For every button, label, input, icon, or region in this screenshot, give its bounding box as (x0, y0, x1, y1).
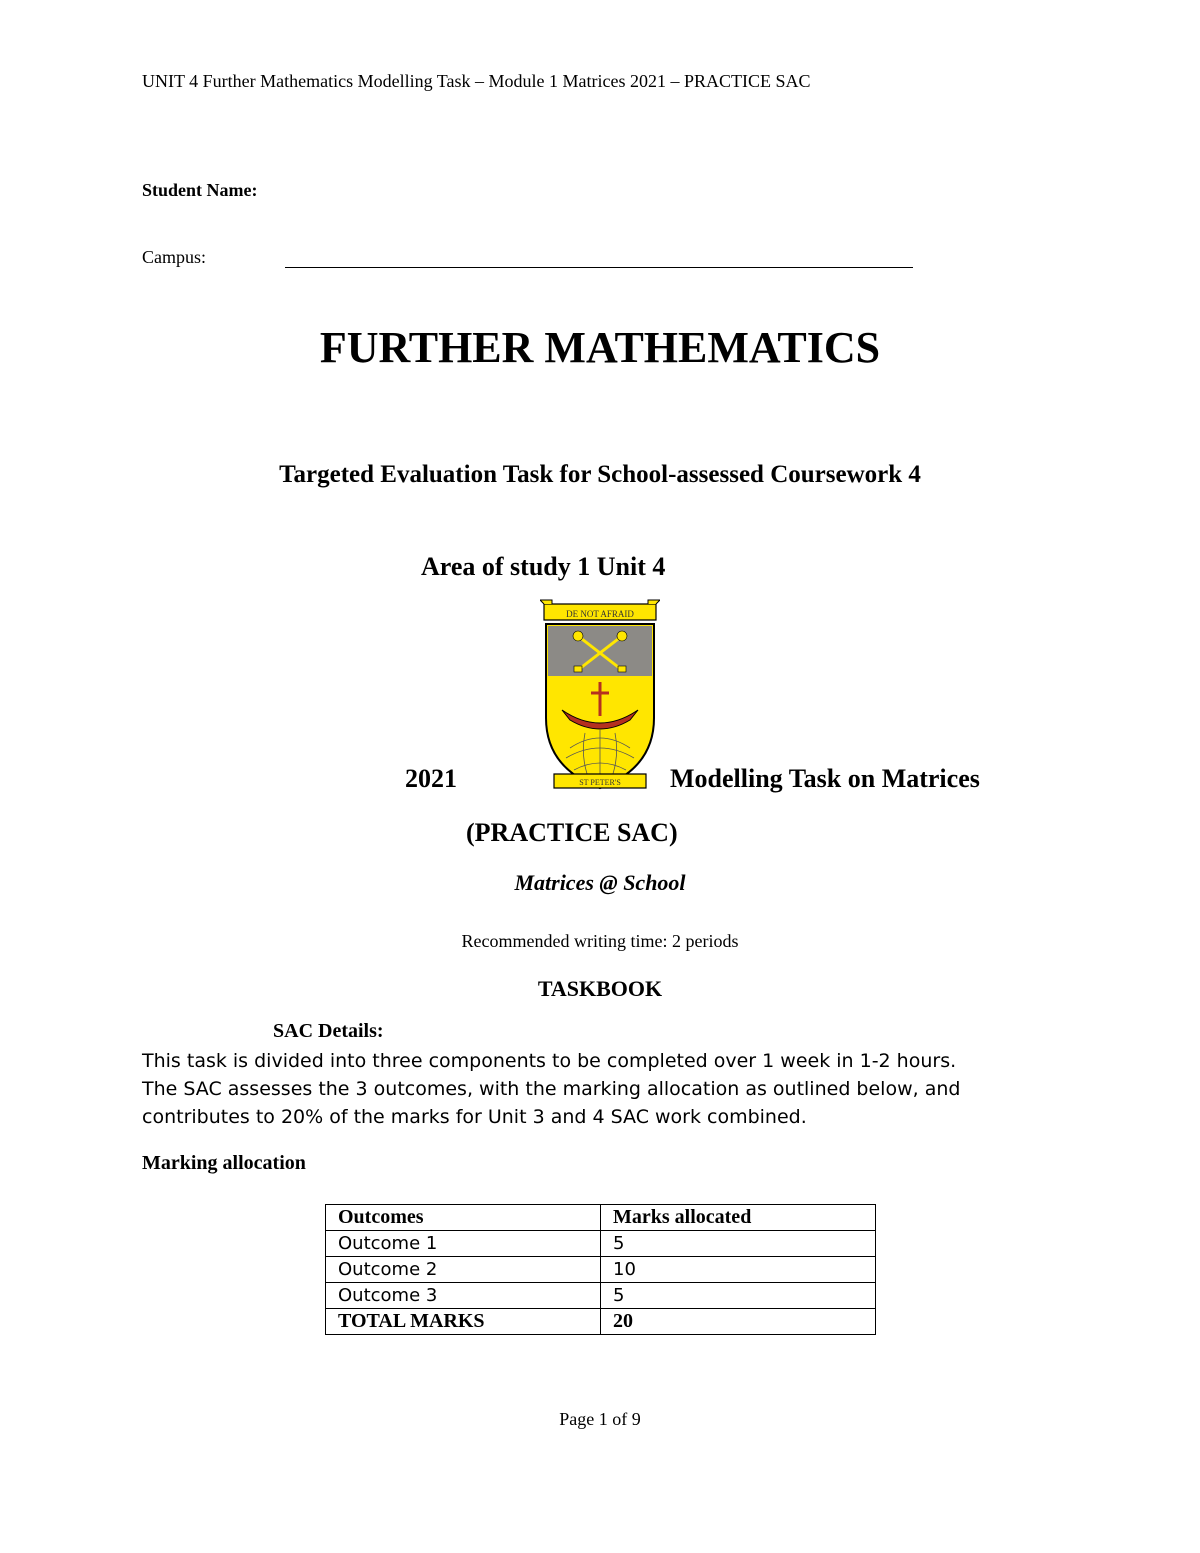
subtitle: Targeted Evaluation Task for School-assessed Coursework 4 (279, 461, 921, 488)
main-title: FURTHER MATHEMATICS (319, 323, 881, 372)
table-cell: 5 (601, 1283, 876, 1309)
sac-details-paragraph (142, 1047, 960, 1131)
page-footer: Page 1 of 9 (559, 1409, 641, 1429)
table-total-row (326, 1309, 876, 1335)
table-cell: TOTAL MARKS (326, 1309, 601, 1335)
running-header: UNIT 4 Further Mathematics Modelling Task – Module 1 Matrices 2021 – PRACTICE SAC (142, 71, 811, 91)
modelling-title: Modelling Task on Matrices (670, 764, 980, 793)
table-row (326, 1231, 876, 1257)
school-crest-logo (540, 598, 660, 794)
campus-underline (285, 267, 913, 268)
table-header-cell: Outcomes (326, 1205, 601, 1231)
sac-details-line: This task is divided into three components to be completed over 1 week in 1-2 hours. (142, 1050, 957, 1072)
table-header-row (326, 1205, 876, 1231)
table-header-cell: Marks allocated (601, 1205, 876, 1231)
area-of-study: Area of study 1 Unit 4 (421, 552, 666, 581)
year: 2021 (405, 764, 457, 793)
writing-time: Recommended writing time: 2 periods (461, 931, 739, 951)
practice-label: (PRACTICE SAC) (466, 818, 678, 847)
table-cell: Outcome 2 (326, 1257, 601, 1283)
marks-table (325, 1204, 876, 1335)
table-cell: Outcome 1 (326, 1231, 601, 1257)
crest-name: ST PETER'S (579, 778, 621, 787)
matrices-school: Matrices @ School (514, 870, 686, 895)
student-name-label: Student Name: (142, 180, 258, 200)
campus-label: Campus: (142, 247, 207, 267)
table-cell: Outcome 3 (326, 1283, 601, 1309)
sac-details-label: SAC Details: (273, 1020, 384, 1042)
table-cell: 20 (601, 1309, 876, 1335)
crest-motto: DE NOT AFRAID (566, 609, 634, 619)
table-row (326, 1283, 876, 1309)
sac-details-line: contributes to 20% of the marks for Unit 3 and 4 SAC work combined. (142, 1106, 807, 1128)
sac-details-line: The SAC assesses the 3 outcomes, with the marking allocation as outlined below, and (142, 1078, 961, 1100)
table-cell: 5 (601, 1231, 876, 1257)
table-cell: 10 (601, 1257, 876, 1283)
taskbook-heading: TASKBOOK (537, 976, 663, 1001)
marking-allocation-label: Marking allocation (142, 1152, 306, 1174)
table-row (326, 1257, 876, 1283)
